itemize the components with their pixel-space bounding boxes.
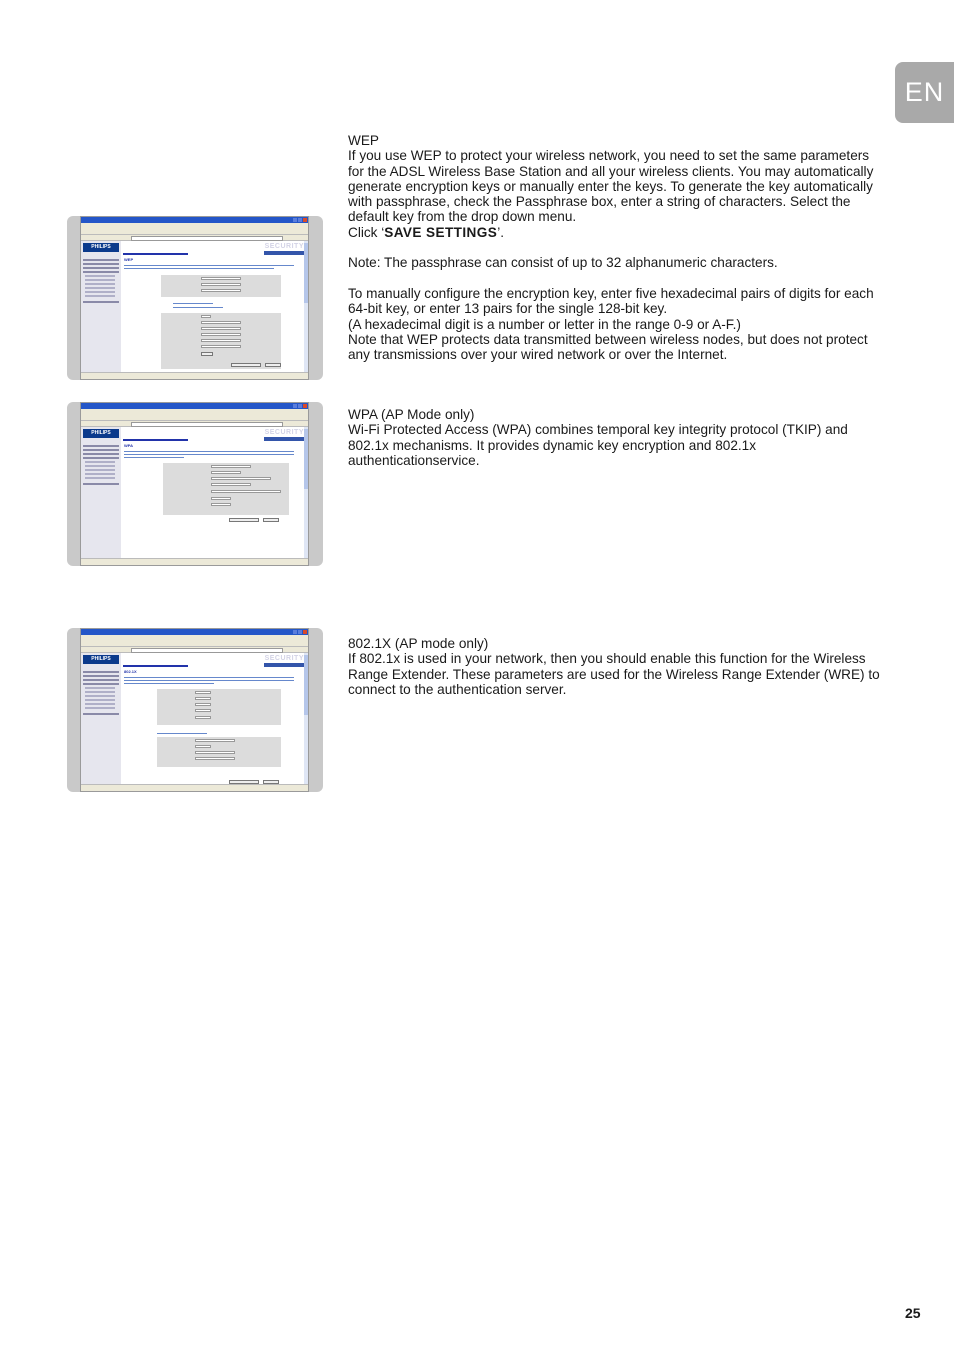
browser-titlebar — [81, 629, 308, 635]
security-banner: SECURITY — [264, 655, 304, 662]
screen-sidebar — [81, 241, 121, 373]
screen-sidebar — [81, 653, 121, 785]
save-settings-label: SAVE SETTINGS — [384, 224, 498, 240]
screen-sidebar — [81, 427, 121, 559]
browser-statusbar — [81, 784, 308, 791]
wpa-heading: WPA (AP Mode only) — [348, 407, 475, 422]
philips-logo: PHILIPS — [83, 429, 119, 438]
browser-toolbar — [81, 414, 308, 421]
wep-click-instruction: Click ‘SAVE SETTINGS’. — [348, 224, 505, 240]
wep-manual-config: To manually configure the encryption key, enter five hexadecimal pairs of digits for each 64-bit key, or enter 13 pairs for the single 128-bit key. — [348, 285, 874, 317]
page-number: 25 — [905, 1305, 921, 1321]
dot1x-paragraph: If 802.1x is used in your network, then you should enable this function for the Wireless Range Extender. These parameters are used for the Wireless Range Extender (WRE) to connect to the authentication server. — [348, 651, 880, 697]
wep-protection-note: Note that WEP protects data transmitted between wireless nodes, but does not protect any transmissions over your wired network or over the Internet. — [348, 331, 868, 363]
browser-toolbar — [81, 640, 308, 647]
security-banner: SECURITY — [264, 429, 304, 436]
philips-logo: PHILIPS — [83, 655, 119, 664]
screen-title: 802.1X — [124, 669, 137, 674]
wep-section — [348, 133, 883, 362]
browser-toolbar — [81, 228, 308, 235]
wep-heading: WEP — [348, 133, 379, 148]
browser-statusbar — [81, 558, 308, 565]
wpa-section — [348, 407, 883, 468]
wpa-paragraph: Wi-Fi Protected Access (WPA) combines temporal key integrity protocol (TKIP) and 802.1x mechanisms. It provides dynamic key encryption and 802.1x authenticationservice. — [348, 422, 848, 468]
dot1x-heading: 802.1X (AP mode only) — [348, 636, 489, 651]
philips-logo: PHILIPS — [83, 243, 119, 252]
browser-titlebar — [81, 217, 308, 223]
dot1x-screenshot — [67, 628, 323, 792]
browser-window — [80, 628, 309, 792]
language-tab: EN — [895, 62, 954, 123]
wep-passphrase-note: Note: The passphrase can consist of up to 32 alphanumeric characters. — [348, 255, 778, 271]
screen-title: WPA — [124, 443, 134, 448]
browser-window — [80, 216, 309, 380]
dot1x-section — [348, 636, 883, 697]
security-banner: SECURITY — [264, 243, 304, 250]
browser-titlebar — [81, 403, 308, 409]
browser-window — [80, 402, 309, 566]
wpa-screenshot — [67, 402, 323, 566]
screen-title: WEP — [124, 257, 134, 262]
wep-screenshot — [67, 216, 323, 380]
browser-statusbar — [81, 372, 308, 379]
wep-hex-definition: (A hexadecimal digit is a number or letter in the range 0-9 or A-F.) — [348, 316, 741, 332]
wep-paragraph: If you use WEP to protect your wireless network, you need to set the same parameters for the ADSL Wireless Base Station and all your wireless clients. You may automatically generate encryption keys or manually enter the keys. To generate the key automatically with passphrase, check the Passphrase box, enter a string of characters. Select the default key from the drop down menu. — [348, 148, 874, 225]
